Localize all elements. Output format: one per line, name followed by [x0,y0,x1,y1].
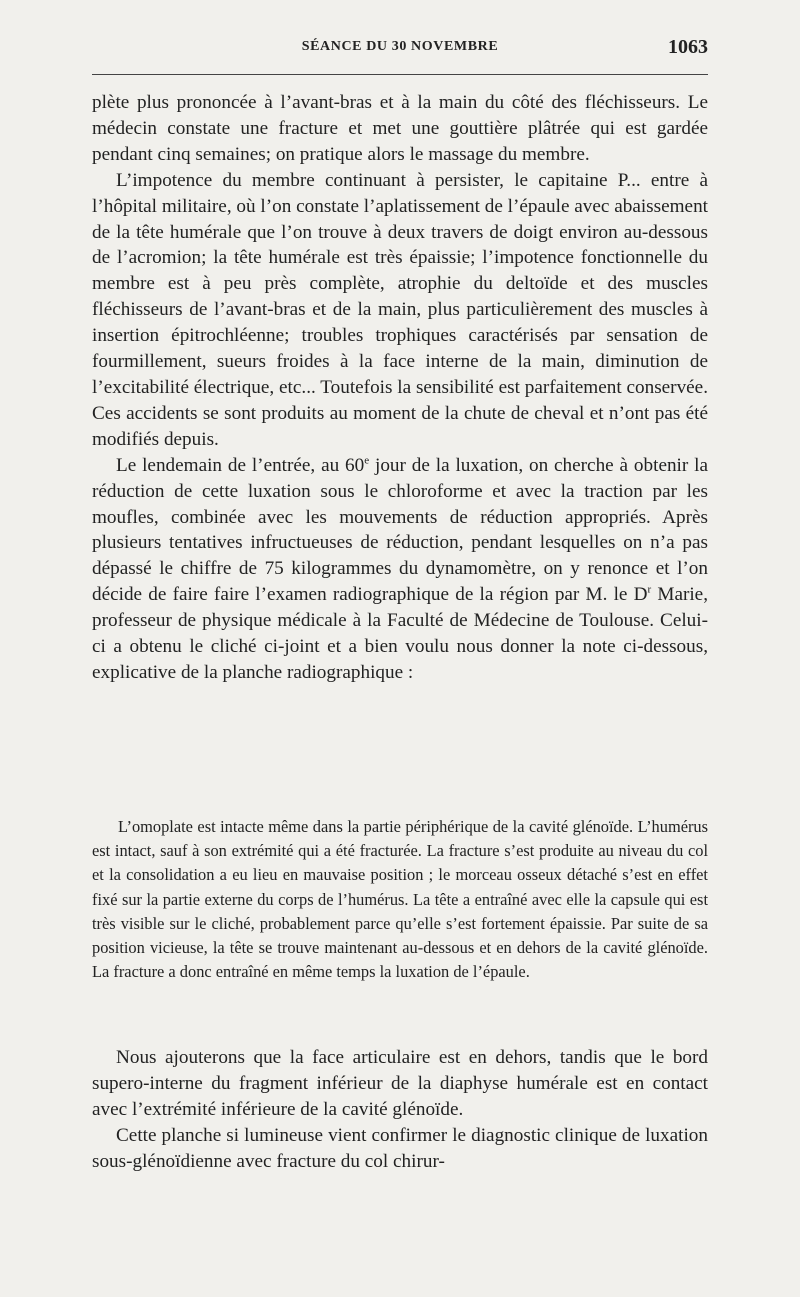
body-text-top [92,90,708,686]
paragraph-reduction-part-1: Le lendemain de l’entrée, au 60 [116,454,365,476]
page-header [92,36,708,66]
paragraph-conclusion: Cette planche si lumineuse vient confirmer le diagnostic clinique de luxation sous-glénoïdienne avec fracture du col chirur- [92,1125,708,1172]
running-title: SÉANCE DU 30 NOVEMBRE [301,39,499,54]
radiography-note [92,815,708,984]
paragraph-reduction-part-2: jour de la luxation, on cherche à obtenir la réduction de cette luxation sous le chloroforme et avec la traction par les moufles, combinée avec les mouvements de réduction appropriés. Après plusieurs tentatives infructueuses de réduction, pendant lesquelles on n’a pas dépassé le chiffre de 75 kilogrammes du dynamomètre, on y renonce et l’on décide de faire faire l’examen radiographique de la région par M. le D [92,454,708,606]
ordinal-superscript: e [364,454,370,467]
paragraph-continued: plète plus prononcée à l’avant-bras et à la main du côté des fléchisseurs. Le médecin constate une fracture et met une gouttière plâtrée qui est gardée pendant cinq semaines; on pratique alors le massage du membre. [92,92,708,165]
radiography-note-text: L’omoplate est intacte même dans la partie périphérique de la cavité glénoïde. L’humérus est intact, sauf à son extrémité qui a été fracturée. La fracture s’est produite au niveau du col et la consolidation a eu lieu en mauvaise position ; le morceau osseux détaché s’est en effet fixé sur la partie externe du corps de l’humérus. La tête a entraîné avec elle la capsule qui est très visible sur le cliché, probablement parce qu’elle s’est fortement épaissie. Par suite de sa position vicieuse, la tête se trouve maintenant au-dessous et en dehors de la cavité glénoïde. La fracture a donc entraîné en même temps la luxation de l’épaule. [92,817,708,982]
header-rule [92,74,708,75]
paragraph-articular-face: Nous ajouterons que la face articulaire est en dehors, tandis que le bord supero-interne du fragment inférieur de la diaphyse humérale est en contact avec l’extrémité inférieure de la cavité glénoïde. [92,1047,708,1120]
body-text-bottom [92,1045,708,1175]
paragraph-impotence: L’impotence du membre continuant à persister, le capitaine P... entre à l’hôpital militaire, où l’on constate l’aplatissement de l’épaule avec abaissement de la tête humérale que l’on trouve à deux travers de doigt environ au-dessous de l’acromion; la tête humérale est très épaissie; l’impotence fonctionnelle du membre est à peu près complète, atrophie du deltoïde et des muscles fléchisseurs de l’avant-bras et de la main, plus particulièrement des muscles à insertion épitrochléenne; troubles trophiques caractérisés par sensation de fourmillement, sueurs froides à la face interne de la main, diminution de l’excitabilité électrique, etc... Toutefois la sensibilité est parfaitement conservée. Ces accidents se sont produits au moment de la chute de cheval et n’ont pas été modifiés depuis. [92,169,708,450]
paragraph-reduction [92,453,708,686]
paragraph-reduction-part-3: Marie, professeur de physique médicale à la Faculté de Médecine de Toulouse. Celui-ci a obtenu le cliché ci-joint et a bien voulu nous donner la note ci-dessous, explicative de la planche radiographique : [92,584,708,683]
page-number: 1063 [668,36,708,58]
doctor-superscript: r [647,583,652,596]
